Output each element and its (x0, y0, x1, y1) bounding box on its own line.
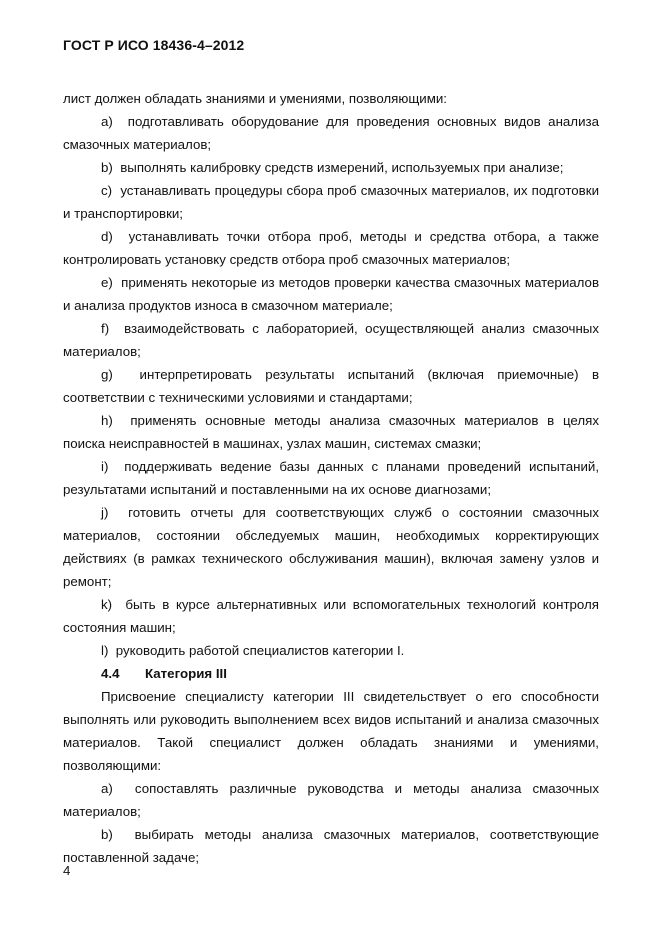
item-label: b) (101, 827, 113, 842)
item-label: a) (101, 781, 113, 796)
item-label: k) (101, 597, 113, 612)
item-text: применять основные методы анализа смазочных материалов в целях поиска неисправностей в машинах, узлах машин, системах смазки; (63, 413, 599, 451)
list-item (63, 225, 599, 271)
item-text: сопоставлять различные руководства и методы анализа смазочных материалов; (63, 781, 600, 819)
list-item (63, 110, 599, 156)
item-text: поддерживать ведение базы данных с планами проведений испытаний, результатами испытаний и поставленными на их основе диагнозами; (63, 459, 600, 497)
item-text: применять некоторые из методов проверки качества смазочных материалов и анализа продуктов износа в смазочном материале; (63, 275, 600, 313)
item-text: выбирать методы анализа смазочных материалов, соответствующие поставленной задаче; (63, 827, 599, 865)
section-paragraph: Присвоение специалисту категории III свидетельствует о его способности выполнять или руководить выполнением всех видов испытаний и анализа смазочных материалов. Такой специалист должен обладать знаниями и умениями, позволяющими: (63, 689, 599, 773)
item-label: f) (101, 321, 110, 336)
list-b (63, 777, 599, 869)
list-item (63, 179, 599, 225)
item-text: руководить работой специалистов категории I. (115, 643, 405, 658)
item-text: интерпретировать результаты испытаний (включая приемочные) в соответствии с техническими условиями и стандартами; (63, 367, 600, 405)
item-text: взаимодействовать с лабораторией, осуществляющей анализ смазочных материалов; (63, 321, 600, 359)
intro-paragraph: лист должен обладать знаниями и умениями, позволяющими: (63, 91, 447, 106)
item-text: устанавливать точки отбора проб, методы и средства отбора, а также контролировать установку средств отбора проб смазочных материалов; (63, 229, 600, 267)
item-text: готовить отчеты для соответствующих служб о состоянии смазочных материалов, состоянии обследуемых машин, необходимых корректирующих действиях (в рамках технического обслуживания машин), включая замену узлов и ремонт; (63, 505, 600, 589)
list-item (63, 501, 599, 593)
item-label: a) (101, 114, 113, 129)
item-label: e) (101, 275, 113, 290)
item-text: выполнять калибровку средств измерений, используемых при анализе; (120, 160, 564, 175)
item-text: подготавливать оборудование для проведения основных видов анализа смазочных материалов; (63, 114, 599, 152)
list-a (63, 110, 599, 662)
section-title: Категория III (145, 666, 227, 681)
item-text: устанавливать процедуры сбора проб смазочных материалов, их подготовки и транспортировки; (63, 183, 599, 221)
section-heading (63, 662, 599, 685)
list-item (63, 409, 599, 455)
item-label: b) (101, 160, 113, 175)
item-label: h) (101, 413, 113, 428)
item-label: d) (101, 229, 113, 244)
item-label: c) (101, 183, 113, 198)
item-label: i) (101, 459, 109, 474)
item-text: быть в курсе альтернативных или вспомогательных технологий контроля состояния машин; (63, 597, 599, 635)
page-body (63, 87, 599, 869)
list-item (63, 271, 599, 317)
list-item (63, 777, 599, 823)
item-label: g) (101, 367, 113, 382)
list-item (63, 639, 599, 662)
section-number: 4.4 (101, 666, 120, 681)
list-item (63, 317, 599, 363)
item-label: l) (101, 643, 109, 658)
list-item (63, 156, 599, 179)
list-item (63, 823, 599, 869)
item-label: j) (101, 505, 109, 520)
list-item (63, 593, 599, 639)
list-item (63, 363, 599, 409)
page-number: 4 (63, 863, 71, 878)
document-header: ГОСТ Р ИСО 18436-4–2012 (63, 37, 245, 53)
list-item (63, 455, 599, 501)
